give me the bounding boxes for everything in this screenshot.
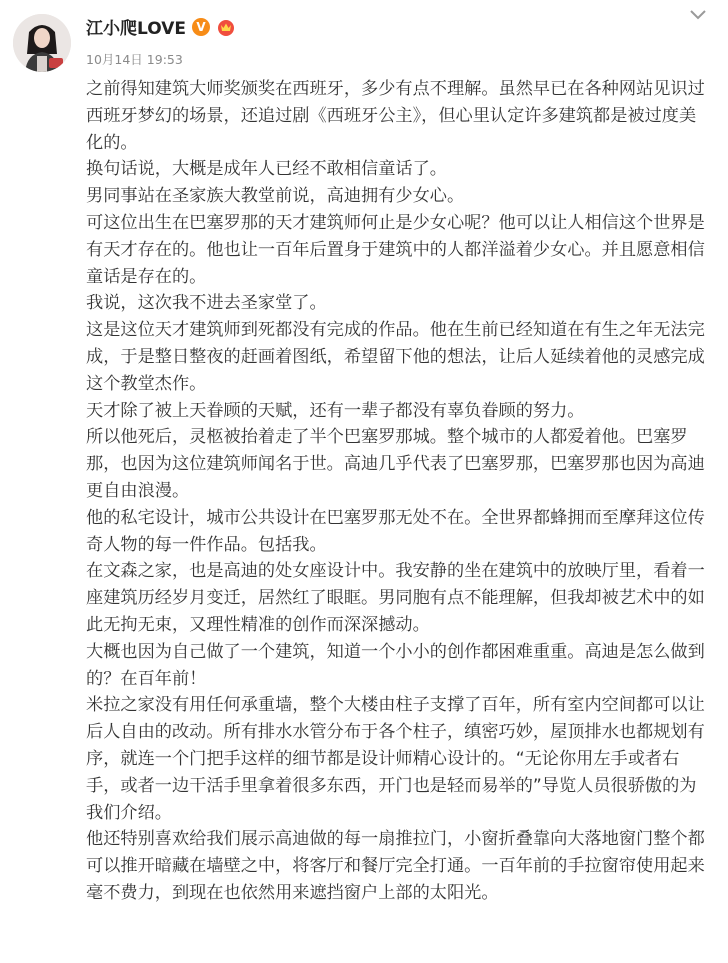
avatar-photo — [13, 14, 71, 72]
post-paragraph: 米拉之家没有用任何承重墙，整个大楼由柱子支撑了百年，所有室内空间都可以让后人自由的改动。所有排水水管分布于各个柱子，缜密巧妙，屋顶排水也都规划有序，就连一个门把手这样的细节都是设计师精心设计的。“无论你用左手或者右手，或者一边干活手里拿着很多东西，开门也是轻而易举的”导览人员很骄傲的为我们介绍。 — [86, 695, 705, 823]
post-paragraph: 所以他死后，灵柩被抬着走了半个巴塞罗那城。整个城市的人都爱着他。巴塞罗那，也因为这位建筑师闻名于世。高迪几乎代表了巴塞罗那，巴塞罗那也因为高迪更自由浪漫。 — [86, 427, 705, 501]
post-paragraph: 换句话说，大概是成年人已经不敢相信童话了。 — [86, 159, 447, 180]
post-content — [86, 76, 706, 907]
post-paragraph: 他的私宅设计，城市公共设计在巴塞罗那无处不在。全世界都蜂拥而至摩拜这位传奇人物的每一件作品。包括我。 — [86, 507, 705, 555]
post-paragraph: 在文森之家，也是高迪的处女座设计中。我安静的坐在建筑中的放映厅里，看着一座建筑历经岁月变迁，居然红了眼眶。男同胞有点不能理解，但我却被艺术中的如此无拘无束，又理性精准的创作而深深撼动。 — [86, 561, 705, 635]
verified-badge-icon: V — [192, 18, 210, 36]
post-paragraph: 男同事站在圣家族大教堂前说，高迪拥有少女心。 — [86, 186, 465, 207]
post-time[interactable]: 10月14日 19:53 — [86, 52, 183, 67]
post-paragraph: 天才除了被上天眷顾的天赋，还有一辈子都没有辜负眷顾的努力。 — [86, 400, 585, 421]
author-name[interactable]: 江小爬LOVE — [86, 19, 186, 39]
chevron-down-icon[interactable] — [688, 8, 708, 22]
member-crown-icon[interactable] — [216, 17, 236, 37]
author-avatar[interactable] — [13, 14, 71, 72]
post-paragraph: 这是这位天才建筑师到死都没有完成的作品。他在生前已经知道在有生之年无法完成，于是整日整夜的赶画着图纸，希望留下他的想法，让后人延续着他的灵感完成这个教堂杰作。 — [86, 320, 705, 394]
post-paragraph: 我说，这次我不进去圣家堂了。 — [86, 293, 327, 314]
post-paragraph: 大概也因为自己做了一个建筑，知道一个小小的创作都困难重重。高迪是怎么做到的？在百年前！ — [86, 641, 705, 689]
post-paragraph: 可这位出生在巴塞罗那的天才建筑师何止是少女心呢？他可以让人相信这个世界是有天才存在的。他也让一百年后置身于建筑中的人都洋溢着少女心。并且愿意相信童话是存在的。 — [86, 212, 705, 287]
author-row — [86, 14, 236, 39]
post-paragraph: 他还特别喜欢给我们展示高迪做的每一扇推拉门，小窗折叠靠向大落地窗门整个都可以推开暗藏在墙壁之中，将客厅和餐厅完全打通。一百年前的手拉窗帘使用起来毫不费力，到现在也依然用来遮挡窗户上部的太阳光。 — [86, 829, 705, 903]
post-paragraph: 之前得知建筑大师奖颁奖在西班牙，多少有点不理解。虽然早已在各种网站见识过西班牙梦幻的场景，还追过剧《西班牙公主》，但心里认定许多建筑都是被过度美化的。 — [86, 79, 705, 153]
